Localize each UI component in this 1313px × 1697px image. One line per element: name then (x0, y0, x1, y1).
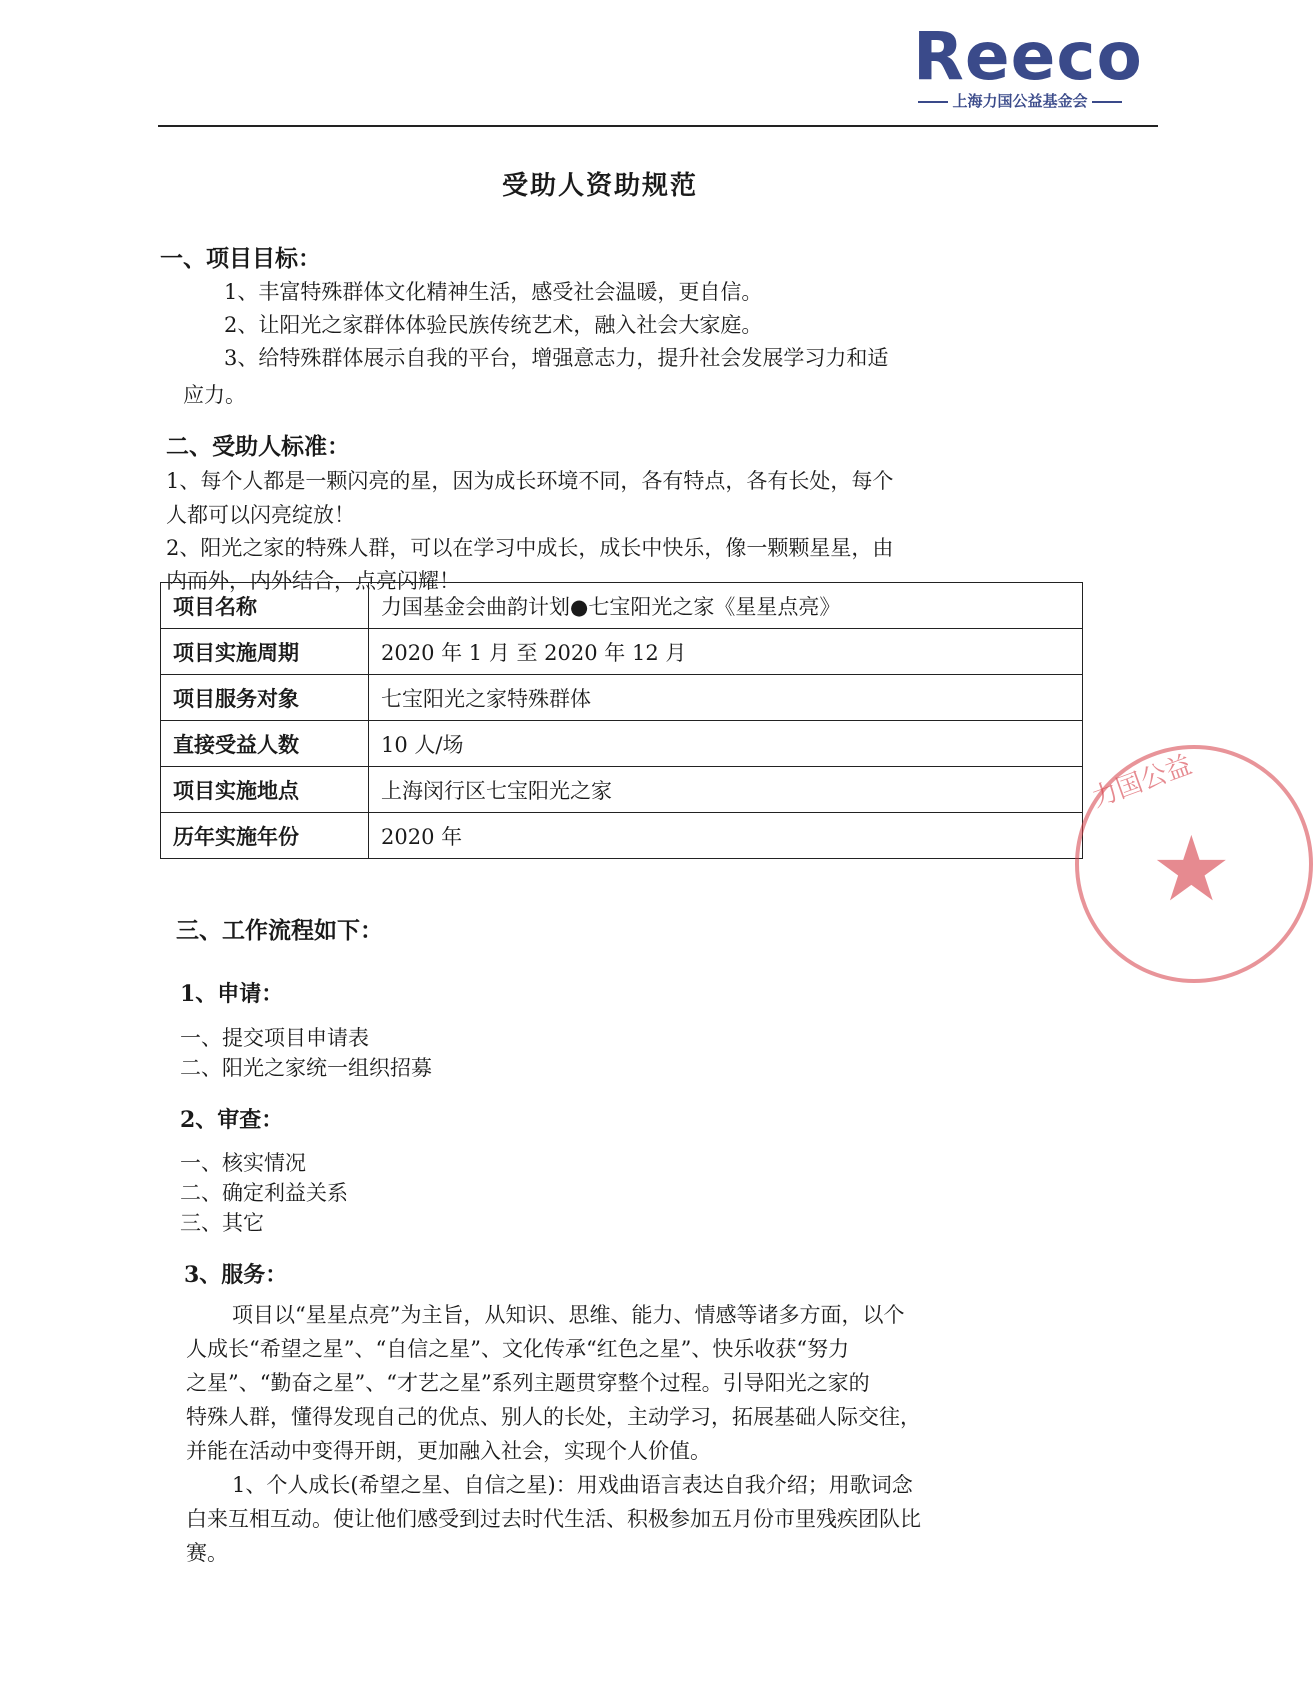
logo-org-name: 上海力国公益基金会 (905, 90, 1135, 111)
table-row (161, 629, 1083, 675)
subheading-service: 3、服务： (184, 1262, 288, 1288)
section-heading-goals: 一、项目目标： (160, 245, 321, 272)
service-line: 并能在活动中变得开朗，更加融入社会，实现个人价值。 (186, 1439, 711, 1463)
service-line: 人成长“希望之星”、“自信之星”、文化传承“红色之星”、快乐收获“努力 (186, 1337, 850, 1361)
goal-line: 2、让阳光之家群体体验民族传统艺术，融入社会大家庭。 (224, 313, 763, 337)
goal-line: 应力。 (183, 383, 246, 407)
subheading-review: 2、审查： (180, 1107, 284, 1133)
criteria-line: 人都可以闪亮绽放！ (166, 503, 355, 527)
goal-line: 3、给特殊群体展示自我的平台，增强意志力，提升社会发展学习力和适 (224, 346, 889, 370)
goal-line: 1、丰富特殊群体文化精神生活，感受社会温暖，更自信。 (224, 280, 763, 304)
logo-wordmark: Reeco (913, 18, 1143, 95)
table-value: 2020 年 (369, 813, 1083, 859)
table-value: 10 人/场 (369, 721, 1083, 767)
apply-line: 二、阳光之家统一组织招募 (180, 1056, 432, 1080)
subheading-apply: 1、申请： (180, 981, 284, 1007)
table-key: 历年实施年份 (161, 813, 369, 859)
seal-star-icon: ★ (1151, 817, 1232, 922)
official-seal (1075, 745, 1313, 983)
review-line: 三、其它 (180, 1211, 264, 1235)
service-line: 项目以“星星点亮”为主旨，从知识、思维、能力、情感等诸多方面，以个 (232, 1303, 905, 1327)
table-row (161, 675, 1083, 721)
table-value: 力国基金会曲韵计划●七宝阳光之家《星星点亮》 (369, 583, 1083, 629)
table-row (161, 813, 1083, 859)
table-key: 项目实施周期 (161, 629, 369, 675)
service-line: 特殊人群，懂得发现自己的优点、别人的长处，主动学习，拓展基础人际交往， (186, 1405, 921, 1429)
table-key: 项目实施地点 (161, 767, 369, 813)
document-title: 受助人资助规范 (501, 171, 698, 201)
table-key: 直接受益人数 (161, 721, 369, 767)
service-line: 白来互相互动。使让他们感受到过去时代生活、积极参加五月份市里残疾团队比 (186, 1507, 921, 1531)
header-divider (158, 125, 1158, 127)
service-line: 1、个人成长(希望之星、自信之星)：用戏曲语言表达自我介绍；用歌词念 (232, 1473, 913, 1497)
table-row (161, 583, 1083, 629)
section-heading-criteria: 二、受助人标准： (166, 433, 350, 460)
review-line: 二、确定利益关系 (180, 1181, 348, 1205)
table-value: 2020 年 1 月 至 2020 年 12 月 (369, 629, 1083, 675)
table-value: 上海闵行区七宝阳光之家 (369, 767, 1083, 813)
table-value: 七宝阳光之家特殊群体 (369, 675, 1083, 721)
table-key: 项目服务对象 (161, 675, 369, 721)
section-heading-workflow: 三、工作流程如下： (176, 917, 383, 944)
apply-line: 一、提交项目申请表 (180, 1026, 369, 1050)
criteria-line: 2、阳光之家的特殊人群，可以在学习中成长，成长中快乐，像一颗颗星星，由 (166, 536, 894, 560)
table-key: 项目名称 (161, 583, 369, 629)
seal-ring-text: 力国公益 (1087, 749, 1196, 814)
criteria-line: 内而外，内外结合，点亮闪耀！ (166, 569, 460, 593)
organization-logo (905, 18, 1143, 110)
criteria-line: 1、每个人都是一颗闪亮的星，因为成长环境不同，各有特点，各有长处，每个 (166, 469, 894, 493)
review-line: 一、核实情况 (180, 1151, 306, 1175)
table-row (161, 767, 1083, 813)
service-line: 赛。 (186, 1541, 228, 1565)
project-info-table (160, 582, 1083, 859)
table-row (161, 721, 1083, 767)
service-line: 之星”、“勤奋之星”、“才艺之星”系列主题贯穿整个过程。引导阳光之家的 (186, 1371, 870, 1395)
